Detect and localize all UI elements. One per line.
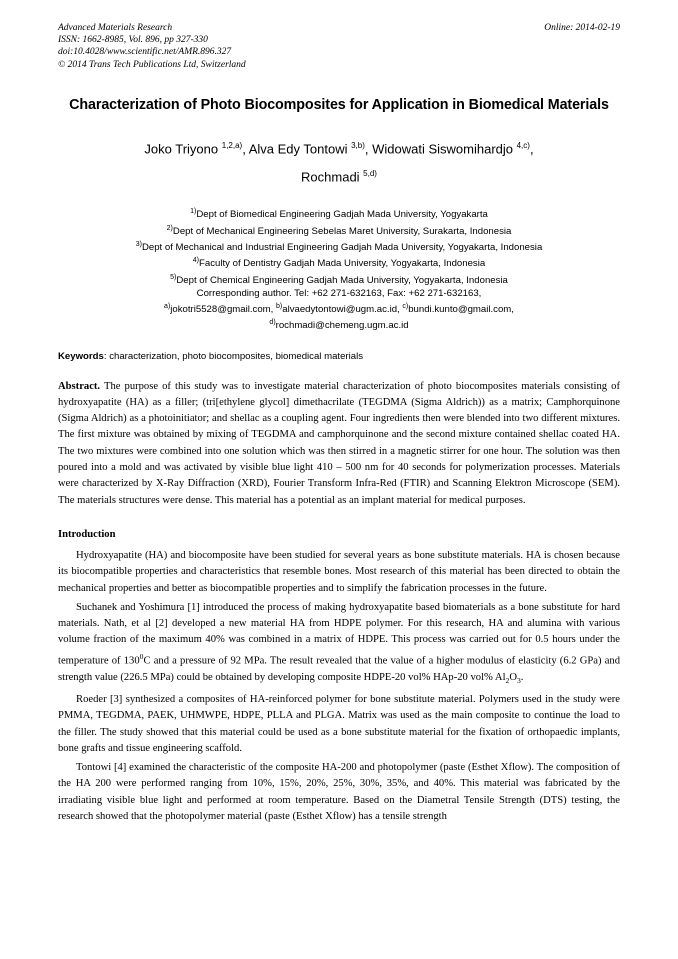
author-line-2 [58, 161, 620, 189]
affiliation-marker: 4) [192, 257, 200, 265]
author-line-1-comma: , [529, 141, 534, 157]
abstract-label: Abstract. [58, 380, 101, 392]
intro-p2-sub-1: 2 [505, 675, 510, 685]
affiliation-text: Dept of Mechanical Engineering Sebelas Maret University, Surakarta, Indonesia [172, 225, 512, 237]
email-line-1 [58, 300, 620, 316]
affiliation-item [58, 254, 620, 270]
affiliation-item [58, 271, 620, 287]
keywords-label: Keywords [58, 350, 104, 362]
online-date: Online: 2014-02-19 [544, 23, 620, 33]
author-4-name: Rochmadi [301, 169, 364, 185]
keywords-line [58, 351, 620, 362]
affiliation-marker: 5) [170, 273, 177, 281]
intro-p2-part-4: . [520, 671, 524, 683]
doi-line: doi:10.4028/www.scientific.net/AMR.896.327 [58, 47, 232, 58]
copyright-line: © 2014 Trans Tech Publications Ltd, Switzerland [58, 59, 246, 70]
intro-p2-part-3: O [509, 671, 517, 683]
keywords-value: : characterization, photo biocomposites, biomedical materials [103, 350, 364, 362]
intro-paragraph-1: Hydroxyapatite (HA) and biocomposite have been studied for several years as bone substitute materials. HA is chosen because its biocompatible properties and characteristics that resemble bones. Most research of this material has been directed to obtain the mechanical properties and better as biocompatible properties and to simplify the fabrication processes in the future. [58, 549, 620, 594]
email-line-2 [58, 316, 620, 332]
email-marker-d: d) [269, 319, 276, 327]
intro-p2-degree-sup: 0 [139, 651, 144, 661]
affiliation-marker: 1) [190, 208, 197, 216]
abstract-paragraph [58, 379, 620, 509]
affiliation-text: Dept of Chemical Engineering Gadjah Mada University, Yogyakarta, Indonesia [176, 274, 508, 286]
email-marker-b: b) [276, 302, 283, 310]
section-heading-introduction: Introduction [58, 528, 116, 540]
email-address-2[interactable]: alvaedytontowi@ugm.ac.id, [282, 304, 403, 316]
affiliation-marker: 2) [166, 224, 173, 232]
author-2-marker: 3,b) [351, 140, 365, 150]
author-2-name: , Alva Edy Tontowi [242, 141, 352, 157]
issn-line: ISSN: 1662-8985, Vol. 896, pp 327-330 [58, 35, 208, 46]
email-address-3[interactable]: bundi.kunto@gmail.com, [408, 304, 514, 316]
intro-paragraph-4: Tontowi [4] examined the characteristic of the composite HA-200 and photopolymer (paste (Esthet Xflow). The composition of the HA 200 were performed ranging from 10%, 15%, 20%, 25%, 30%, 35%, and 40%. This material was fabricated by the irradiating visible blue light and performed at room temperature. Based on the Diametral Tensile Strength (DTS) testing, the research showed that the photopolymer material (paste (Esthet Xflow) has a tensile strength [58, 762, 620, 822]
header-left-block [58, 22, 246, 71]
affiliation-text: Dept of Biomedical Engineering Gadjah Mada University, Yogyakarta [196, 209, 488, 221]
affiliation-item [58, 205, 620, 221]
intro-p2-part-1: Suchanek and Yoshimura [1] introduced the process of making hydroxyapatite based biomaterials as a bone substitute for hard materials. Nath, et al [2] developed a new material HA from HDPE polymer. For this research, HA and alumina with various volume fraction of the maximum 40% was combined in a matrix of HDPE. This process was carried out for 0.5 hours under the temperature of 130 [58, 601, 620, 667]
author-list [58, 133, 620, 190]
journal-name: Advanced Materials Research [58, 23, 173, 33]
author-1-marker: 1,2,a) [221, 140, 243, 150]
affiliation-item [58, 222, 620, 238]
abstract-text: The purpose of this study was to investigate material characterization of photo biocomposites materials consisting of hydroxyapatite (HA) as a filler; (tri[ethylene glycol] dimethacrilate (TEGDMA (Sigma Aldrich)) as a matrix; Camphorquinone (Sigma Aldrich) as a photoinitiator; and shellac as a coupling agent. Four ingredients then were blended into two different mixtures. The first mixture was obtained by mixing of TEGDMA and camphorquinone and the second mixture contained shellac coated HA. The two mixtures were combined into one solution which was then stirred in a magnetic stirrer for one hour. The solution was then poured into a mold and was activated by visible blue light 410 – 500 nm for 40 seconds for polymerization processes. Materials were characterized by X-Ray Diffraction (XRD), Fourier Transform Infra-Red (FTIR) and Scanning Elektron Microscope (SEM). The materials structures were dense. This material has a potential as an implant material for medical purposes. [58, 380, 620, 506]
author-3-marker: 4,c) [516, 140, 530, 150]
intro-paragraph-3: Roeder [3] synthesized a composites of HA-reinforced polymer for bone substitute material. Polymers used in the study were PMMA, TEGDMA, PAEK, UHMWPE, HDPE, PLLA and PLGA. Matrix was used as the main composite to continue the load to the filler. The study showed that this material could be used as a bone substitute material for the fixation of orthopaedic implants, bone grafts and tissue engineering scaffold. [58, 693, 620, 754]
email-address-1[interactable]: jokotri5528@gmail.com, [170, 304, 276, 316]
affiliation-item [58, 238, 620, 254]
author-4-marker: 5,d) [363, 169, 377, 179]
email-address-4[interactable]: rochmadi@chemeng.ugm.ac.id [275, 320, 409, 332]
author-1-name: Joko Triyono [144, 141, 222, 157]
affiliation-marker: 3) [135, 241, 142, 249]
page-header [58, 22, 620, 71]
page-title: Characterization of Photo Biocomposites for Application in Biomedical Materials [69, 96, 609, 113]
affiliations-block [58, 205, 620, 332]
affiliation-text: Faculty of Dentistry Gadjah Mada University, Yogyakarta, Indonesia [199, 258, 486, 270]
intro-p2-sub-2: 3 [516, 675, 521, 685]
email-marker-c: c) [402, 302, 409, 310]
affiliation-text: Dept of Mechanical and Industrial Engineering Gadjah Mada University, Yogyakarta, Indonesia [141, 242, 543, 254]
intro-p2-part-2: C and a pressure of 92 MPa. The result revealed that the value of a higher modulus of elasticity (6.2 GPa) and strength value (226.5 MPa) could be obtained by developing composite HDPE-20 vol% HAp-20 vol% Al [58, 655, 620, 683]
intro-paragraph-2 [58, 600, 620, 689]
author-3-name: , Widowati Siswomihardjo [364, 141, 517, 157]
corresponding-author: Corresponding author. Tel: +62 271-632163, Fax: +62 271-632163, [196, 287, 482, 299]
author-line-1 [58, 133, 620, 161]
email-marker-a: a) [164, 302, 171, 310]
